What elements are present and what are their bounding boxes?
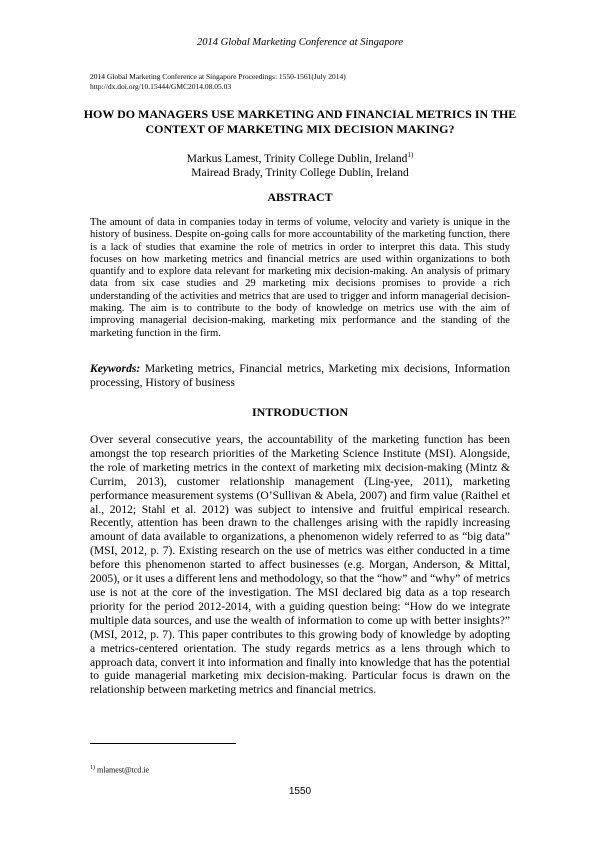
- author-list: [0, 148, 600, 180]
- keywords: [90, 362, 510, 390]
- proceedings-info: [90, 72, 346, 91]
- author-name: Mairead Brady, Trinity College Dublin, Ireland: [191, 166, 409, 179]
- abstract-heading: ABSTRACT: [267, 190, 333, 204]
- author-name: Markus Lamest, Trinity College Dublin, Ireland: [186, 152, 408, 165]
- page-number: 1550: [288, 786, 312, 797]
- keywords-label: Keywords:: [90, 362, 141, 375]
- keywords-text: Marketing metrics, Financial metrics, Marketing mix decisions, Information processing, History of business: [90, 362, 510, 389]
- introduction-heading: INTRODUCTION: [251, 405, 348, 419]
- author-line: [0, 166, 600, 180]
- footnote-marker: 1): [90, 765, 95, 771]
- author-footnote-marker: 1): [407, 151, 414, 159]
- author-line: [0, 148, 600, 166]
- introduction-text: Over several consecutive years, the accountability of the marketing function has been amongst the top research priorities of the Marketing Science Institute (MSI). Alongside, the role of marketing metrics in the context of marketing mix decision-making (Mintz & Currim, 2013), customer relationship management (Ling-yee, 2011), marketing performance measurement systems (O’Sullivan & Abela, 2007) and firm value (Raithel et al., 2012; Stahl et al. 2012) was subject to intensive and fruitful empirical research. Recently, attention has been drawn to the challenges arising with the rapidly increasing amount of data available to organizations, a phenomenon widely referred to as “big data” (MSI, 2012, p. 7). Existing research on the use of metrics was either conducted in a time before this phenomenon started to affect businesses (e.g. Morgan, Anderson, & Mittal, 2005), or it uses a different lens and methodology, so that the “how” and “why” of metrics use is not at the core of the investigation. The MSI declared big data as a top research priority for the period 2012-2014, with a guiding question being: “How do we integrate multiple data sources, and use the wealth of information to come up with better insights?” (MSI, 2012, p. 7). This paper contributes to this growing body of knowledge by adopting a metrics-centered orientation. The study regards metrics as a lens through which to approach data, convert it into information and finally into knowledge that has the potential to guide managerial marketing mix decision-making. Particular focus is drawn on the relationship between marketing metrics and financial metrics.: [90, 433, 510, 697]
- running-header: 2014 Global Marketing Conference at Singapore: [197, 37, 403, 48]
- abstract-text: The amount of data in companies today in terms of volume, velocity and variety is unique in the history of business. Despite on-going calls for more accountability of the marketing function, there is a lack of studies that examine the role of metrics in order to interpret this data. This study focuses on how marketing metrics and financial metrics are used within organizations to both quantify and to explore data relevant for marketing mix decision-making. An analysis of primary data from six case studies and 29 marketing mix decisions promises to provide a rich understanding of the activities and metrics that are used to trigger and inform managerial decision-making. The aim is to contribute to the body of knowledge on metrics use with the aim of improving managerial decision-making, marketing mix performance and the standing of the marketing function in the firm.: [90, 217, 510, 339]
- footnote-divider: [90, 743, 236, 744]
- footnote: [90, 765, 149, 775]
- doi-link[interactable]: http://dx.doi.org/10.15444/GMC2014.08.05.03: [90, 81, 232, 91]
- proceedings-citation: 2014 Global Marketing Conference at Singapore Proceedings: 1550-1561(July 2014): [90, 72, 346, 81]
- footnote-email: mlamest@tcd.ie: [95, 765, 150, 775]
- paper-title: HOW DO MANAGERS USE MARKETING AND FINANCIAL METRICS IN THE CONTEXT OF MARKETING MIX DECISION MAKING?: [83, 107, 517, 136]
